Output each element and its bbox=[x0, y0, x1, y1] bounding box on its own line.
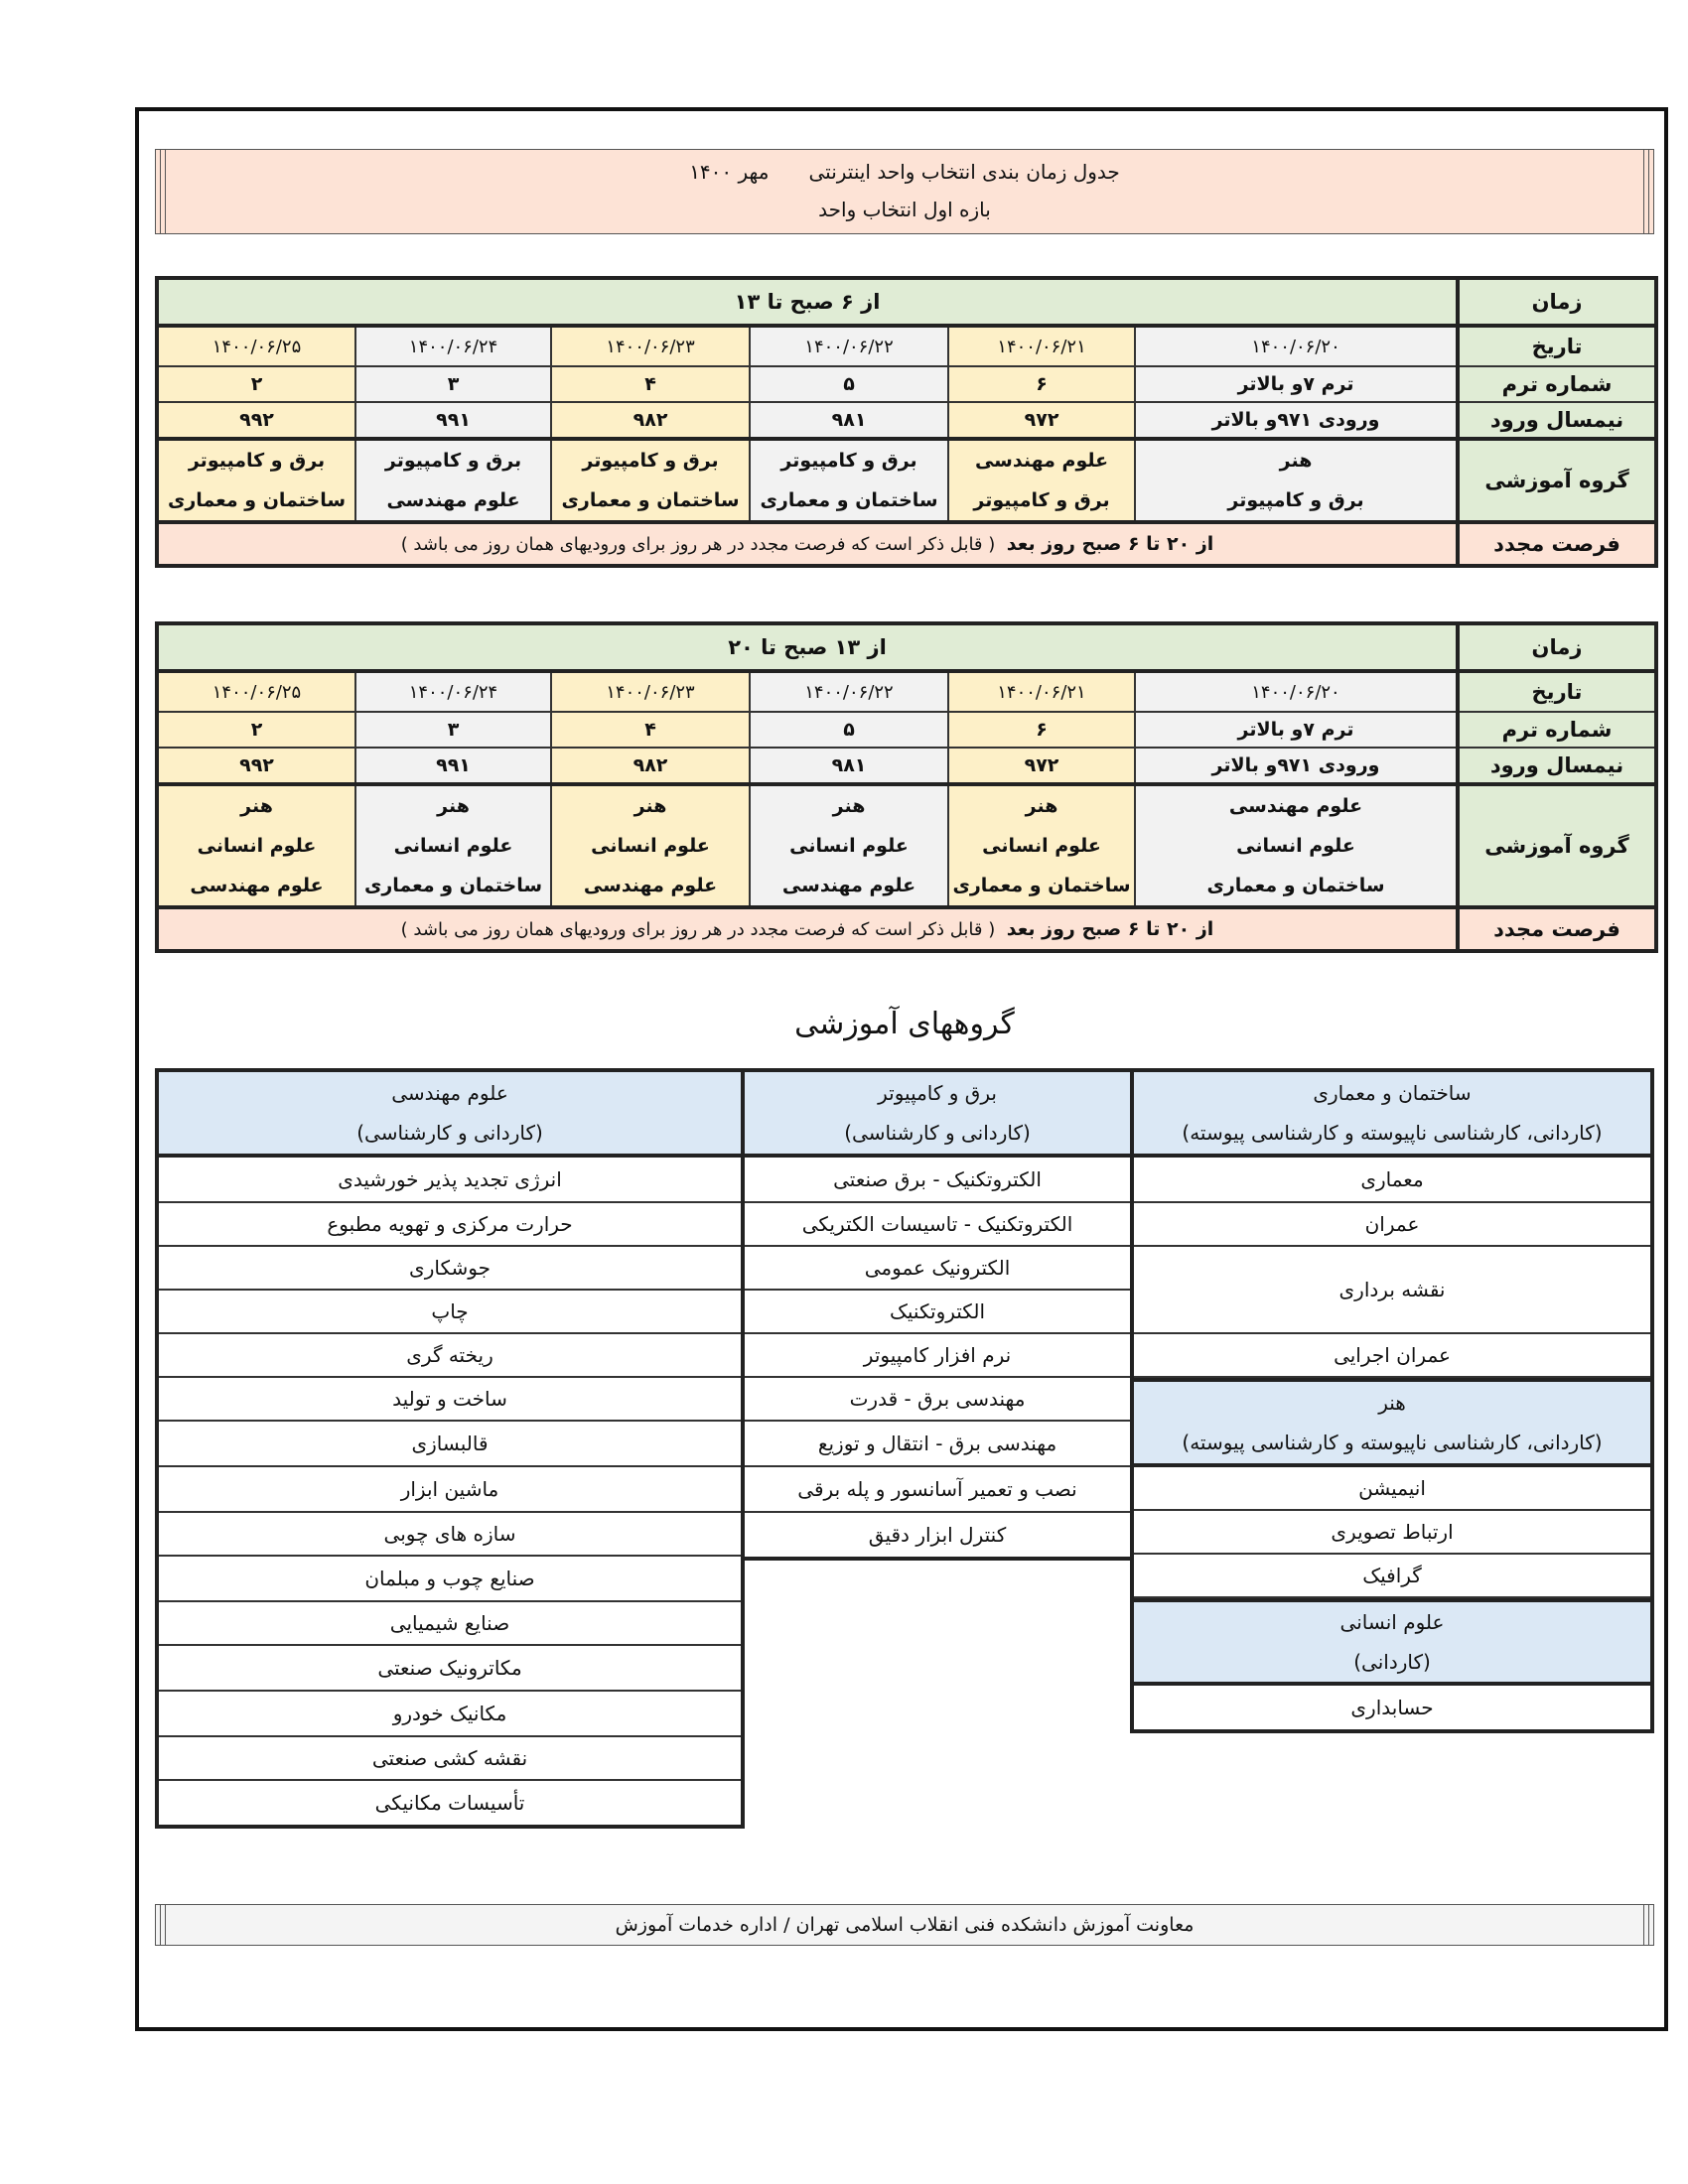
header-subtitle: بازه اول انتخاب واحد bbox=[818, 198, 991, 221]
again-label: فرصت مجدد bbox=[1458, 522, 1656, 566]
term-cell: ۳ bbox=[355, 366, 551, 402]
entry-cell: ۹۹۲ bbox=[157, 402, 355, 439]
group-label: گروه آموزشی bbox=[1458, 784, 1656, 907]
term-cell: ترم ۷و بالاتر bbox=[1135, 712, 1458, 748]
time-range: از ۶ صبح تا ۱۳ bbox=[157, 278, 1458, 326]
term-cell: ۴ bbox=[551, 366, 750, 402]
schedule-table-morning bbox=[155, 276, 1658, 568]
header-month: مهر ۱۴۰۰ bbox=[689, 160, 770, 184]
entry-cell: ورودی ۹۷۱و بالاتر bbox=[1135, 748, 1458, 784]
term-cell: ۳ bbox=[355, 712, 551, 748]
field-item: جوشکاری bbox=[159, 1247, 741, 1291]
again-message: از ۲۰ تا ۶ صبح روز بعد ( قابل ذکر است که فرصت مجدد در هر روز برای ورودیهای همان روز می باشد ) bbox=[157, 907, 1458, 951]
entry-cell: ۹۹۲ bbox=[157, 748, 355, 784]
field-item: ساخت و تولید bbox=[159, 1378, 741, 1422]
field-item: عمران bbox=[1134, 1203, 1650, 1247]
term-label: شماره ترم bbox=[1458, 712, 1656, 748]
entry-cell: ورودی ۹۷۱و بالاتر bbox=[1135, 402, 1458, 439]
field-item: گرافیک bbox=[1134, 1555, 1650, 1598]
entry-cell: ۹۹۱ bbox=[355, 748, 551, 784]
field-item: الکتروتکنیک - تاسیسات الکتریکی bbox=[745, 1203, 1130, 1247]
field-item: نصب و تعمیر آسانسور و پله برقی bbox=[745, 1467, 1130, 1513]
field-item: معماری bbox=[1134, 1158, 1650, 1203]
group-cell: برق و کامپیوتر علوم مهندسی bbox=[355, 439, 551, 522]
field-item: مهندسی برق - انتقال و توزیع bbox=[745, 1422, 1130, 1467]
field-item: نرم افزار کامپیوتر bbox=[745, 1334, 1130, 1378]
field-item: ریخته گری bbox=[159, 1334, 741, 1378]
entry-cell: ۹۷۲ bbox=[948, 402, 1135, 439]
department-header-humanities: علوم انسانی (کاردانی) bbox=[1134, 1598, 1650, 1686]
field-item: ارتباط تصویری bbox=[1134, 1511, 1650, 1555]
date-cell: ۱۴۰۰/۰۶/۲۲ bbox=[750, 671, 948, 712]
department-column-electrical bbox=[741, 1068, 1134, 1561]
group-cell: برق و کامپیوتر ساختمان و معماری bbox=[551, 439, 750, 522]
group-cell: هنر علوم انسانی ساختمان و معماری bbox=[355, 784, 551, 907]
field-item: ماشین ابزار bbox=[159, 1467, 741, 1513]
time-label: زمان bbox=[1458, 623, 1656, 671]
entry-cell: ۹۸۲ bbox=[551, 402, 750, 439]
group-cell: برق و کامپیوتر ساختمان و معماری bbox=[750, 439, 948, 522]
group-cell: هنر علوم انسانی علوم مهندسی bbox=[551, 784, 750, 907]
field-item: سازه های چوبی bbox=[159, 1513, 741, 1557]
header-title: جدول زمان بندی انتخاب واحد اینترنتی bbox=[808, 160, 1120, 184]
term-cell: ۲ bbox=[157, 712, 355, 748]
term-cell: ۶ bbox=[948, 712, 1135, 748]
department-header-engineering: علوم مهندسی (کاردانی و کارشناسی) bbox=[159, 1072, 741, 1158]
term-cell: ۴ bbox=[551, 712, 750, 748]
date-cell: ۱۴۰۰/۰۶/۲۵ bbox=[157, 671, 355, 712]
department-header-civil: ساختمان و معماری (کاردانی، کارشناسی ناپیوسته و کارشناسی پیوسته) bbox=[1134, 1072, 1650, 1158]
group-cell: علوم مهندسی برق و کامپیوتر bbox=[948, 439, 1135, 522]
date-cell: ۱۴۰۰/۰۶/۲۳ bbox=[551, 671, 750, 712]
group-cell: هنر علوم انسانی علوم مهندسی bbox=[750, 784, 948, 907]
group-cell: علوم مهندسی علوم انسانی ساختمان و معماری bbox=[1135, 784, 1458, 907]
department-column-civil-art-humanities bbox=[1130, 1068, 1654, 1733]
again-message: از ۲۰ تا ۶ صبح روز بعد ( قابل ذکر است که فرصت مجدد در هر روز برای ورودیهای همان روز می باشد ) bbox=[157, 522, 1458, 566]
field-item: مهندسی برق - قدرت bbox=[745, 1378, 1130, 1422]
field-item: حرارت مرکزی و تهویه مطبوع bbox=[159, 1203, 741, 1247]
date-cell: ۱۴۰۰/۰۶/۲۴ bbox=[355, 326, 551, 366]
date-cell: ۱۴۰۰/۰۶/۲۰ bbox=[1135, 671, 1458, 712]
field-item: قالبسازی bbox=[159, 1422, 741, 1467]
term-cell: ۲ bbox=[157, 366, 355, 402]
field-item: مکاترونیک صنعتی bbox=[159, 1646, 741, 1692]
entry-label: نیمسال ورود bbox=[1458, 748, 1656, 784]
field-item: نقشه برداری bbox=[1134, 1247, 1650, 1334]
department-column-engineering bbox=[155, 1068, 745, 1829]
schedule-table-afternoon bbox=[155, 621, 1658, 953]
group-cell: هنر برق و کامپیوتر bbox=[1135, 439, 1458, 522]
entry-cell: ۹۸۲ bbox=[551, 748, 750, 784]
entry-cell: ۹۸۱ bbox=[750, 402, 948, 439]
time-range: از ۱۳ صبح تا ۲۰ bbox=[157, 623, 1458, 671]
group-cell: هنر علوم انسانی علوم مهندسی bbox=[157, 784, 355, 907]
date-cell: ۱۴۰۰/۰۶/۲۳ bbox=[551, 326, 750, 366]
field-item: صنایع چوب و مبلمان bbox=[159, 1557, 741, 1602]
document-footer: معاونت آموزش دانشکده فنی انقلاب اسلامی تهران / اداره خدمات آموزش bbox=[155, 1904, 1654, 1946]
department-header-art: هنر (کاردانی، کارشناسی ناپیوسته و کارشناسی پیوسته) bbox=[1134, 1378, 1650, 1467]
term-cell: ۵ bbox=[750, 712, 948, 748]
field-item: عمران اجرایی bbox=[1134, 1334, 1650, 1378]
term-cell: ۶ bbox=[948, 366, 1135, 402]
time-label: زمان bbox=[1458, 278, 1656, 326]
group-cell: برق و کامپیوتر ساختمان و معماری bbox=[157, 439, 355, 522]
group-cell: هنر علوم انسانی ساختمان و معماری bbox=[948, 784, 1135, 907]
field-item: نقشه کشی صنعتی bbox=[159, 1737, 741, 1781]
field-item: چاپ bbox=[159, 1291, 741, 1334]
field-item: حسابداری bbox=[1350, 1696, 1434, 1719]
entry-cell: ۹۷۲ bbox=[948, 748, 1135, 784]
term-cell: ۵ bbox=[750, 366, 948, 402]
field-item: انیمیشن bbox=[1134, 1467, 1650, 1511]
again-label: فرصت مجدد bbox=[1458, 907, 1656, 951]
date-cell: ۱۴۰۰/۰۶/۲۱ bbox=[948, 671, 1135, 712]
entry-label: نیمسال ورود bbox=[1458, 402, 1656, 439]
document-header bbox=[155, 149, 1654, 234]
term-label: شماره ترم bbox=[1458, 366, 1656, 402]
field-item: انرژی تجدید پذیر خورشیدی bbox=[159, 1158, 741, 1203]
entry-cell: ۹۸۱ bbox=[750, 748, 948, 784]
department-header-electrical: برق و کامپیوتر (کاردانی و کارشناسی) bbox=[745, 1072, 1130, 1158]
term-cell: ترم ۷و بالاتر bbox=[1135, 366, 1458, 402]
field-item: الکترونیک عمومی bbox=[745, 1247, 1130, 1291]
field-item: تأسیسات مکانیکی bbox=[374, 1791, 525, 1815]
date-cell: ۱۴۰۰/۰۶/۲۰ bbox=[1135, 326, 1458, 366]
date-cell: ۱۴۰۰/۰۶/۲۱ bbox=[948, 326, 1135, 366]
field-item: الکتروتکنیک bbox=[745, 1291, 1130, 1334]
entry-cell: ۹۹۱ bbox=[355, 402, 551, 439]
date-label: تاریخ bbox=[1458, 671, 1656, 712]
group-label: گروه آموزشی bbox=[1458, 439, 1656, 522]
date-label: تاریخ bbox=[1458, 326, 1656, 366]
field-item: کنترل ابزار دقیق bbox=[868, 1523, 1007, 1547]
groups-title: گروههای آموزشی bbox=[794, 1007, 1015, 1041]
date-cell: ۱۴۰۰/۰۶/۲۵ bbox=[157, 326, 355, 366]
field-item: صنایع شیمیایی bbox=[159, 1602, 741, 1646]
field-item: الکتروتکنیک - برق صنعتی bbox=[745, 1158, 1130, 1203]
date-cell: ۱۴۰۰/۰۶/۲۴ bbox=[355, 671, 551, 712]
field-item: مکانیک خودرو bbox=[159, 1692, 741, 1737]
date-cell: ۱۴۰۰/۰۶/۲۲ bbox=[750, 326, 948, 366]
